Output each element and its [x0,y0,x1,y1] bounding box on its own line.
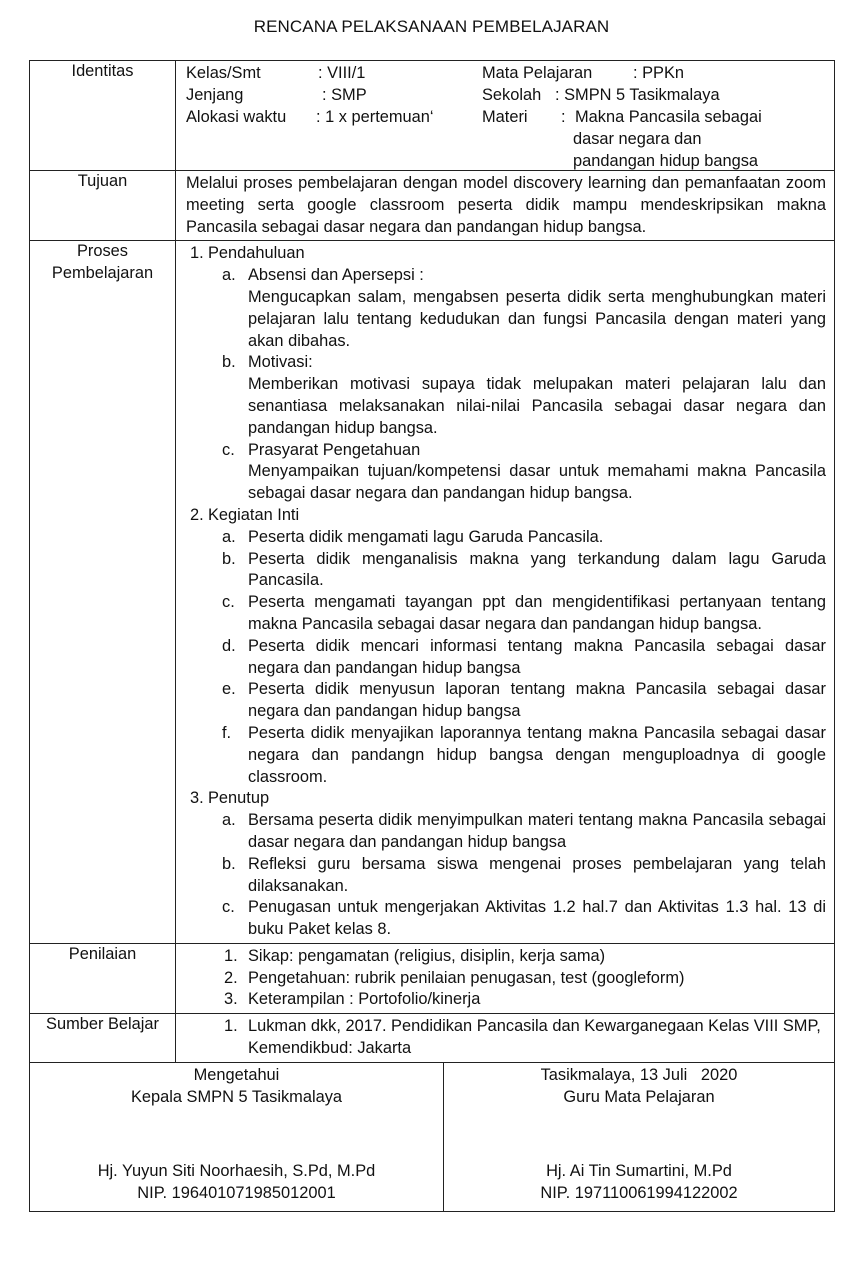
signature-right [444,1063,835,1211]
label-penilaian: Penilaian [30,943,176,1013]
mapel-value: : PPKn [633,64,685,82]
sig-left-line2: Kepala SMPN 5 Tasikmalaya [130,1087,343,1106]
item-text: Keterampilan : Portofolio/kinerja [248,990,481,1009]
sig-right-nip: NIP. 197110061994122002 [540,1184,738,1203]
label-sumber-belajar: Sumber Belajar [30,1014,176,1063]
label-proses [30,241,176,944]
mapel-label: Mata Pelajaran [482,64,593,82]
item-title: Absensi dan Apersepsi : [248,266,424,285]
list-item [186,440,826,505]
row-identitas [30,61,835,171]
row-sumber-belajar [30,1014,835,1063]
list-item [186,1016,826,1060]
materi-label: Materi [482,108,528,126]
row-proses [30,241,835,944]
item-number: 1. [224,946,238,965]
item-text: Menyampaikan tujuan/kompetensi dasar untuk memahami makna Pancasila sebagai dasar negara dan pandangan hidup bangsa. [248,462,826,503]
sig-left-nip: NIP. 196401071985012001 [137,1184,336,1203]
item-text: Peserta didik menyajikan laporannya tentang makna Pancasila sebagai dasar negara dan pandangn hidup bangsa dengan menguploadnya di google classroom. [248,723,826,786]
alokasi-value: : 1 x pertemuan‘ [316,108,434,126]
item-letter: a. [222,266,236,285]
section-number: 2. [190,505,204,524]
sig-left-name: Hj. Yuyun Siti Noorhaesih, S.Pd, M.Pd [97,1162,376,1181]
label-tujuan: Tujuan [30,171,176,241]
rpp-table [29,60,835,1212]
row-penilaian [30,943,835,1013]
item-letter: d. [222,636,236,655]
item-text: Mengucapkan salam, mengabsen peserta didik serta menghubungkan materi pelajaran lalu tentang kedudukan dan fungsi Pancasila dengan materi yang akan dibahas. [248,287,826,350]
sig-right-name: Hj. Ai Tin Sumartini, M.Pd [546,1162,732,1181]
list-item [186,989,826,1011]
section-number: 1. [190,244,204,263]
alokasi-label: Alokasi waktu [186,108,287,126]
section-title: Pendahuluan [208,244,305,263]
materi-colon: : [561,108,566,126]
item-letter: e. [222,680,236,699]
section-kegiatan-inti [186,505,826,527]
list-item [186,968,826,990]
section-pendahuluan [186,243,826,265]
list-item [186,265,826,352]
item-letter: b. [222,549,236,568]
list-item [186,549,826,593]
section-number: 3. [190,789,204,808]
signature-block [30,1062,835,1211]
identitas-content [176,61,835,171]
item-letter: c. [222,440,235,459]
list-item [186,897,826,941]
kelas-value: : VIII/1 [318,64,366,82]
item-text: Pengetahuan: rubrik penilaian penugasan, test (googleform) [248,968,685,987]
signature-left [30,1063,444,1211]
materi-line1: Makna Pancasila sebagai [575,108,762,126]
label-identitas: Identitas [30,61,176,171]
jenjang-label: Jenjang [186,86,244,104]
section-penutup [186,788,826,810]
section-title: Kegiatan Inti [208,505,300,524]
item-text: Lukman dkk, 2017. Pendidikan Pancasila dan Kewarganegaan Kelas VIII SMP, Kemendikbud: Jakarta [248,1017,821,1058]
item-text: Peserta didik menganalisis makna yang terkandung dalam lagu Garuda Pancasila. [248,549,826,590]
document-title: RENCANA PELAKSANAAN PEMBELAJARAN [253,17,610,36]
list-item [186,854,826,898]
jenjang-value: : SMP [322,86,367,104]
sig-left-line1: Mengetahui [193,1065,280,1084]
item-letter: c. [222,898,235,917]
penilaian-content [176,943,835,1013]
item-title: Prasyarat Pengetahuan [248,440,421,459]
item-text: Penugasan untuk mengerjakan Aktivitas 1.2 hal.7 dan Aktivitas 1.3 hal. 13 di buku Paket kelas 8. [248,898,826,939]
proses-content [176,241,835,944]
item-letter: c. [222,593,235,612]
item-text: Bersama peserta didik menyimpulkan materi tentang makna Pancasila sebagai dasar negara dan pandangan hidup bangsa [248,811,826,851]
sekolah-value: : SMPN 5 Tasikmalaya [555,86,720,104]
item-number: 1. [224,1017,238,1036]
materi-line3: pandangan hidup bangsa [573,152,759,170]
item-text: Memberikan motivasi supaya tidak melupakan materi pelajaran lalu dan senantiasa melaksanakan nilai-nilai Pancasila sebagai dasar negara dan pandangan hidup bangsa. [248,375,826,437]
item-number: 3. [224,990,238,1009]
list-item [186,679,826,723]
row-tujuan [30,171,835,241]
label-proses-line1: Proses [76,242,128,261]
item-text: Refleksi guru bersama siswa mengenai proses pembelajaran yang telah dilaksanakan. [248,854,826,895]
section-title: Penutup [208,789,270,808]
item-text: Peserta didik mencari informasi tentang makna Pancasila sebagai dasar negara dan pandangan hidup bangsa [248,636,826,677]
sig-right-line2: Guru Mata Pelajaran [563,1087,715,1106]
item-text: Peserta didik mengamati lagu Garuda Pancasila. [248,527,604,546]
kelas-label: Kelas/Smt [186,64,261,82]
list-item [186,527,826,549]
item-letter: a. [222,527,236,546]
item-letter: b. [222,353,236,372]
item-title: Motivasi: [248,353,313,372]
list-item [186,810,826,854]
materi-line2: dasar negara dan [573,130,702,148]
item-letter: a. [222,811,236,830]
list-item [186,592,826,636]
row-signatures [30,1062,835,1211]
item-letter: f. [222,723,232,742]
sekolah-label: Sekolah [482,86,542,104]
list-item [186,352,826,439]
item-number: 2. [224,968,238,987]
sumber-content [176,1014,835,1063]
label-proses-line2: Pembelajaran [51,264,154,283]
list-item [186,723,826,788]
tujuan-text: Melalui proses pembelajaran dengan model discovery learning dan pemanfaatan zoom meeting serta google classroom peserta didik mampu mendeskripsikan makna Pancasila sebagai dasar negara dan pandangan hidup bangsa. [176,171,835,241]
sig-right-line1: Tasikmalaya, 13 Juli 2020 [540,1065,738,1084]
list-item [186,636,826,680]
item-letter: b. [222,854,236,873]
list-item [186,946,826,968]
item-text: Peserta mengamati tayangan ppt dan mengidentifikasi pertanyaan tentang makna Pancasila sebagai dasar negara dan pandangan hidup bangsa. [248,593,826,633]
item-text: Peserta didik menyusun laporan tentang makna Pancasila sebagai dasar negara dan pandangan hidup bangsa [248,680,826,721]
item-text: Sikap: pengamatan (religius, disiplin, kerja sama) [248,946,606,965]
